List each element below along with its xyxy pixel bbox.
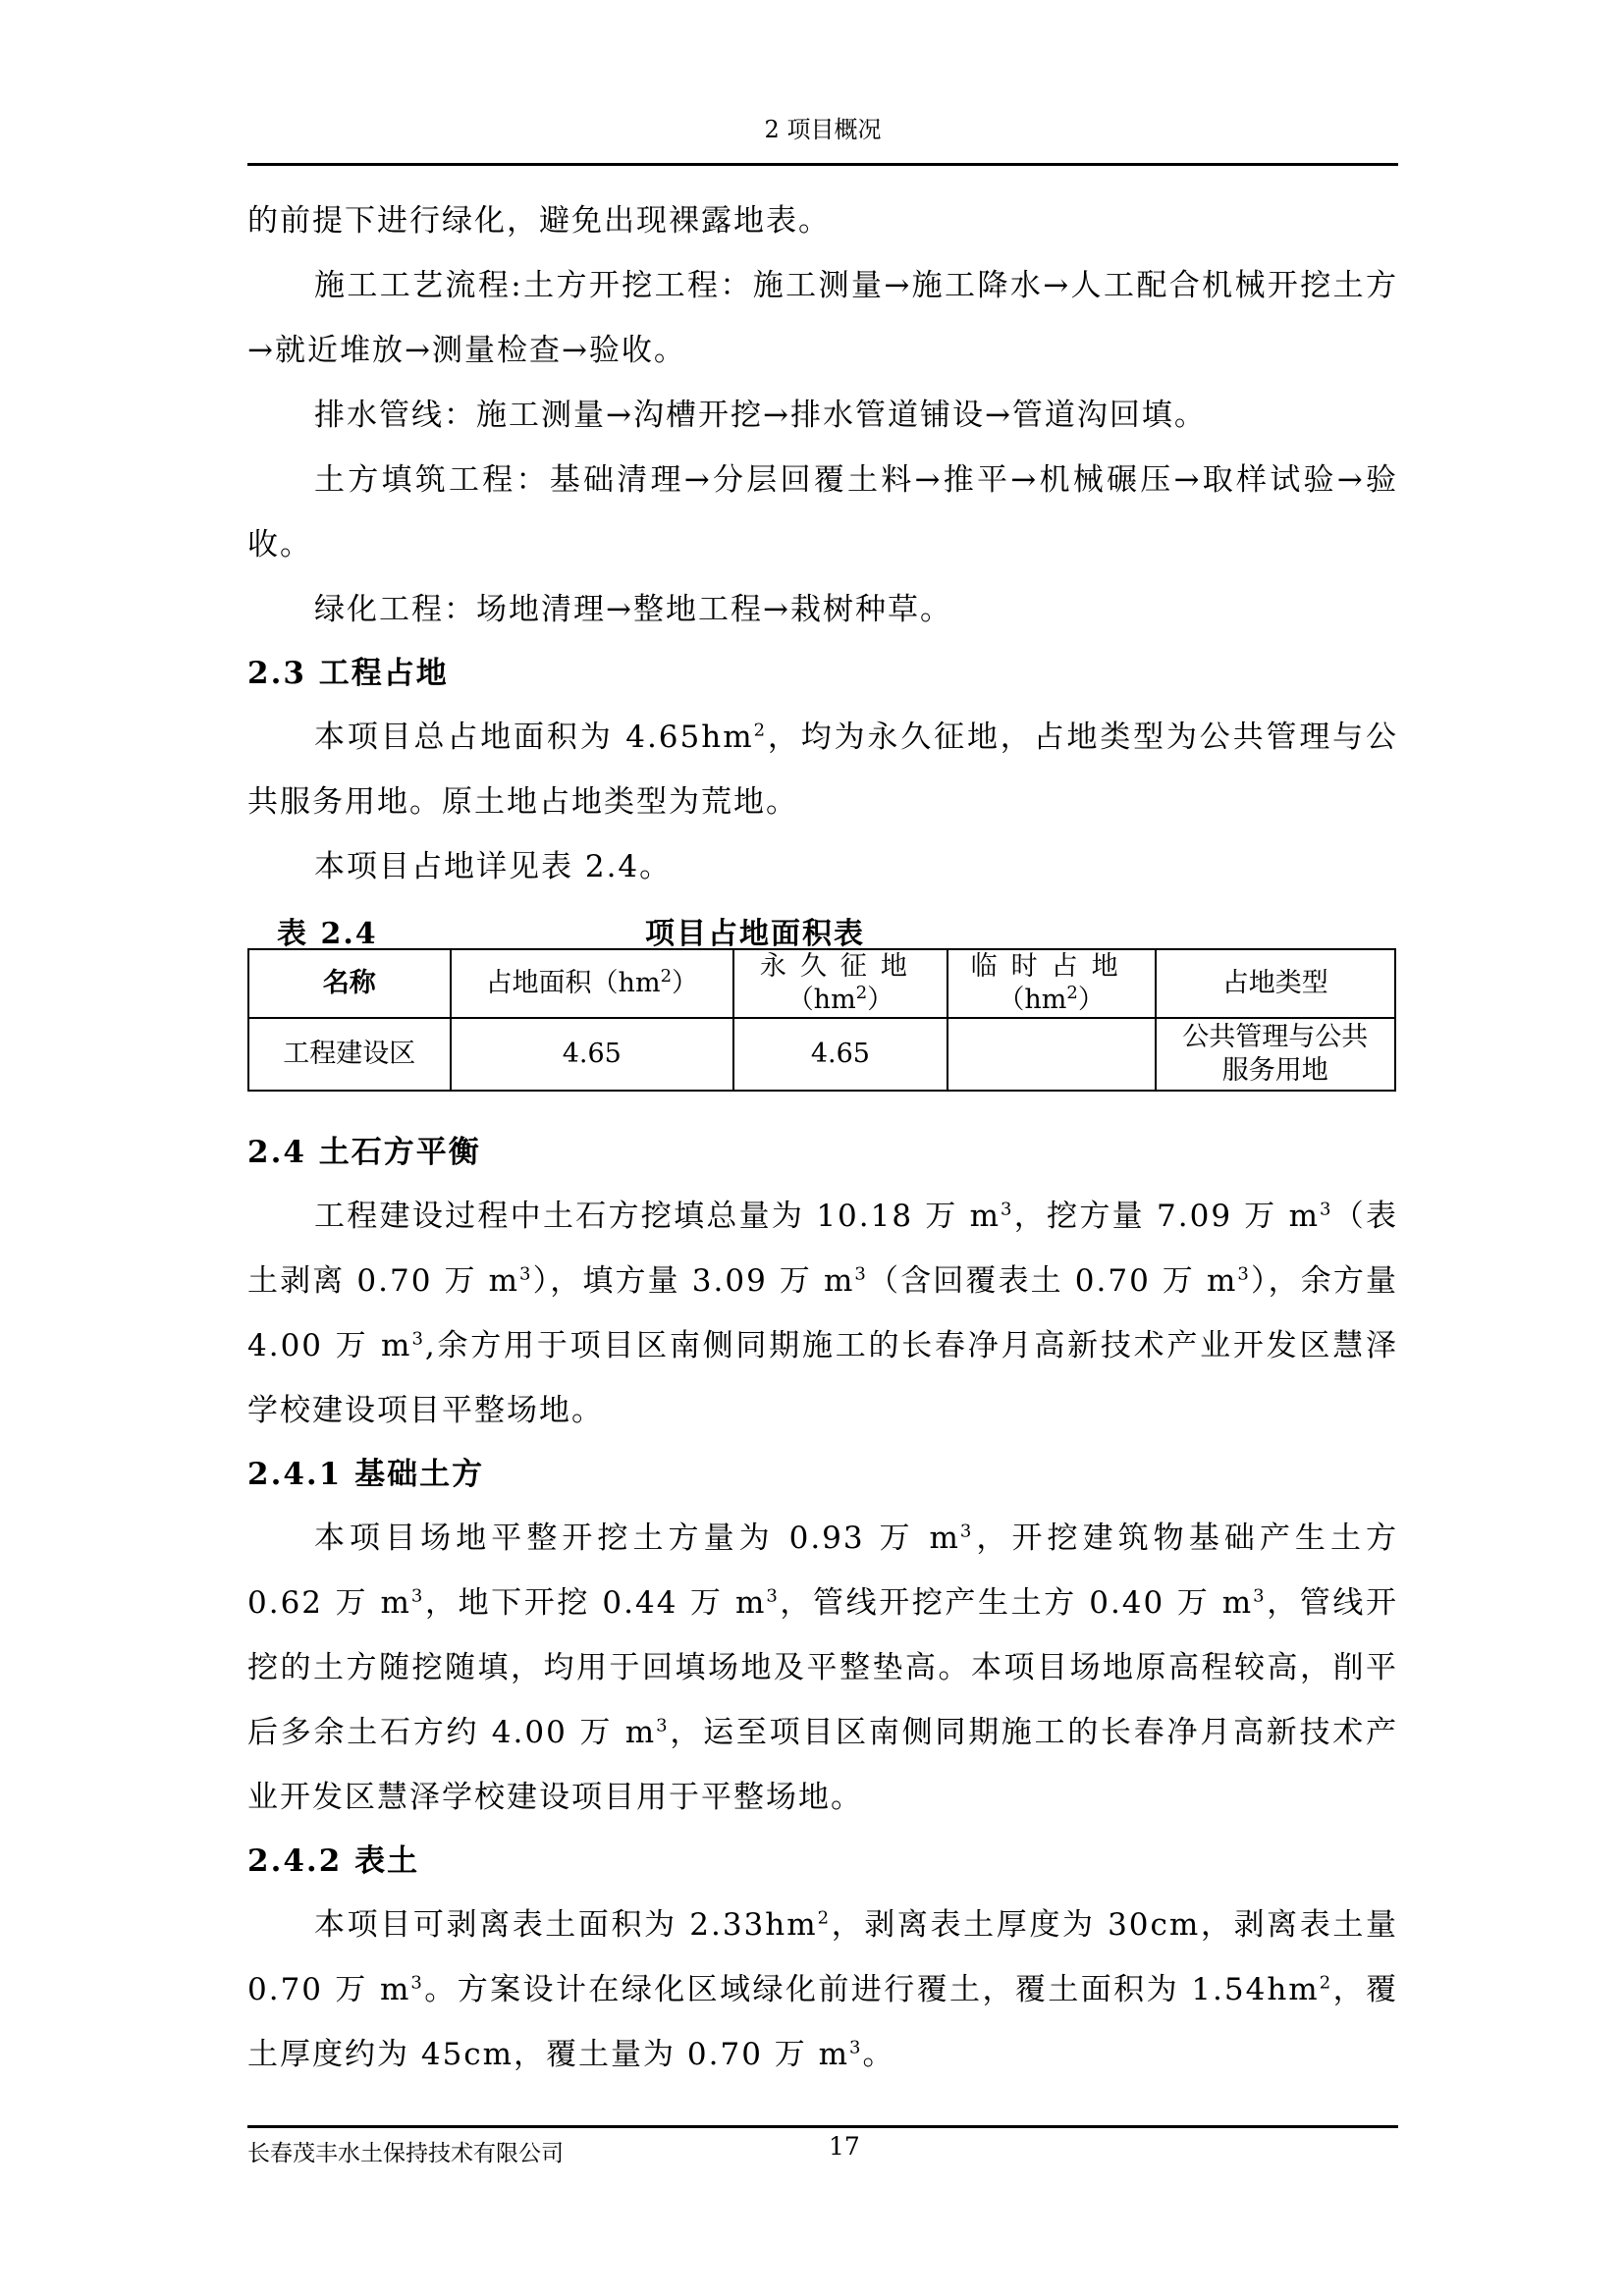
paragraph-drainage-process: 排水管线：施工测量→沟槽开挖→排水管道铺设→管道沟回填。 — [314, 398, 1207, 433]
cell-temporary — [947, 1018, 1156, 1091]
footer-company: 长春茂丰水土保持技术有限公司 — [247, 2141, 564, 2166]
paragraph-greening-process: 绿化工程：场地清理→整地工程→栽树种草。 — [314, 592, 952, 627]
cell-area: 4.65 — [451, 1018, 734, 1091]
running-header: 2 项目概况 — [764, 116, 882, 143]
heading-2-4-2: 2.4.2 表土 — [247, 1843, 420, 1879]
footer-rule — [247, 2125, 1398, 2128]
header-temporary: 临时占地 $(hm^2)$ — [947, 949, 1156, 1018]
paragraph-continuation: 的前提下进行绿化，避免出现裸露地表。 — [247, 203, 831, 239]
header-name: 名称 — [248, 949, 451, 1018]
page-body — [247, 188, 1398, 2087]
cell-permanent: 4.65 — [733, 1018, 947, 1091]
page-number: 17 — [829, 2132, 860, 2161]
paragraph-table-ref: 本项目占地详见表 2.4。 — [314, 849, 673, 884]
table-caption — [247, 899, 1398, 951]
paragraph-foundation-earthwork: 本项目场地平整开挖土方量为 0.93 万 $m^3$，开挖建筑物基础产生土方 0.62 万 $m^3$，地下开挖 0.44 万 $m^3$，管线开挖产生土方 0.40 万 $m^3$，管线开挖的土方随挖随填，均用于回填场地及平整垫高。本项目场地原高程较高，削平后多余土石方约 4.00 万 $m^3$，运至项目区南侧同期施工的长春净月高新技术产业开发区慧泽学校建设项目用于平整场地。 — [247, 1521, 1399, 1815]
header-rule — [247, 163, 1398, 166]
table-title: 项目占地面积表 — [645, 917, 865, 951]
table-header-row — [248, 949, 1395, 1018]
paragraph-earth-balance: 工程建设过程中土石方挖填总量为 10.18 万 $m^3$，挖方量 7.09 万 $m^3$（表土剥离 0.70 万 $m^3$），填方量 3.09 万 $m^3$（含回覆表土 0.70 万 $m^3$），余方量 4.00 万 $m^3$,余方用于项目区南侧同期施工的长春净月高新技术产业开发区慧泽学校建设项目平整场地。 — [247, 1199, 1399, 1428]
paragraph-filling-process: 土方填筑工程：基础清理→分层回覆土料→推平→机械碾压→取样试验→验收。 — [247, 462, 1398, 562]
land-area-table — [247, 948, 1396, 1092]
table-row — [248, 1018, 1395, 1091]
cell-type: 公共管理与公共 服务用地 — [1156, 1018, 1395, 1091]
paragraph-land-area: 本项目总占地面积为 $4.65hm^2$，均为永久征地，占地类型为公共管理与公共服务用地。原土地占地类型为荒地。 — [247, 720, 1398, 820]
header-area: 占地面积$(hm^2)$ — [451, 949, 734, 1018]
header-permanent: 永久征地 $(hm^2)$ — [733, 949, 947, 1018]
paragraph-topsoil: 本项目可剥离表土面积为 $2.33hm^2$，剥离表土厚度为 30cm，剥离表土量 0.70 万 $m^3$。方案设计在绿化区域绿化前进行覆土，覆土面积为 $1.54hm^2$，覆土厚度约为 45cm，覆土量为 0.70 万 $m^3$。 — [247, 1907, 1398, 2072]
heading-2-4-1: 2.4.1 基础土方 — [247, 1457, 485, 1492]
heading-2-3: 2.3 工程占地 — [247, 656, 449, 691]
table-number: 表 2.4 — [277, 917, 378, 951]
header-type: 占地类型 — [1156, 949, 1395, 1018]
paragraph-earthwork-process: 施工工艺流程:土方开挖工程：施工测量→施工降水→人工配合机械开挖土方→就近堆放→测量检查→验收。 — [247, 268, 1398, 368]
cell-name: 工程建设区 — [248, 1018, 451, 1091]
heading-2-4: 2.4 土石方平衡 — [247, 1135, 481, 1170]
